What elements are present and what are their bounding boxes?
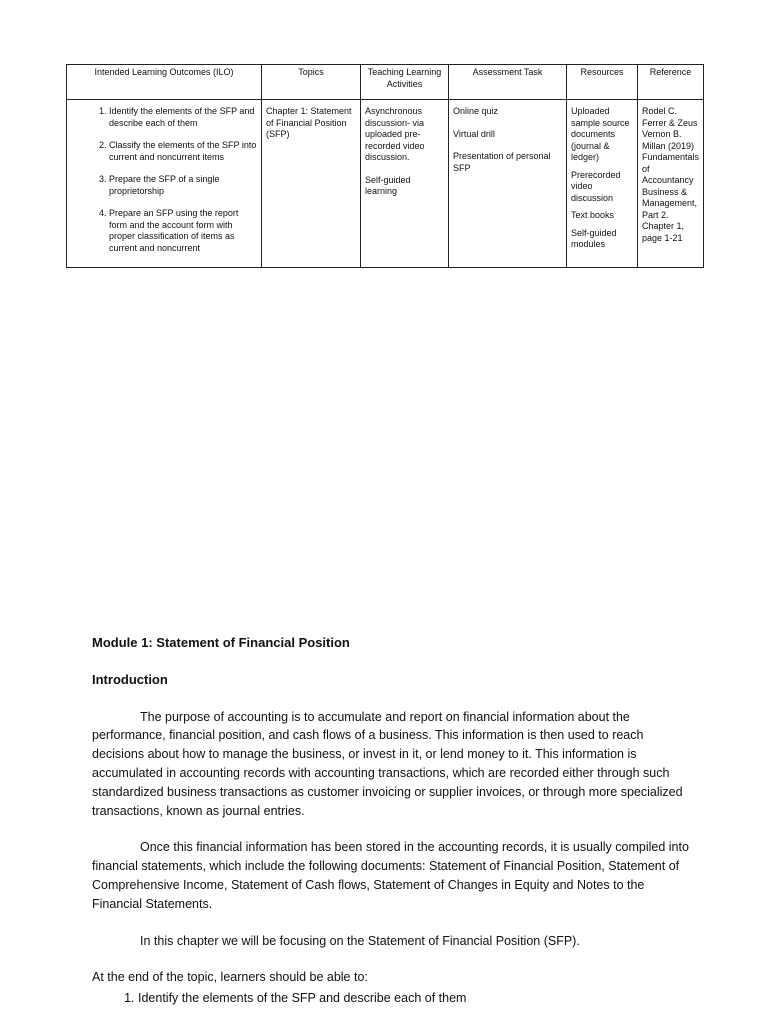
focus-paragraph: In this chapter we will be focusing on the Statement of Financial Position (SFP). xyxy=(140,933,580,948)
table-row xyxy=(67,100,704,268)
header-assessment: Assessment Task xyxy=(449,65,567,100)
ilo-item: 1. Identify the elements of the SFP and describe each of them xyxy=(109,106,257,129)
activities-cell xyxy=(361,100,449,268)
header-ilo: Intended Learning Outcomes (ILO) xyxy=(67,65,262,100)
outcomes-list xyxy=(92,989,692,1008)
assessment-cell xyxy=(449,100,567,268)
header-topics: Topics xyxy=(262,65,361,100)
resource-item: Prerecorded video discussion xyxy=(571,169,621,203)
module-title: Module 1: Statement of Financial Position xyxy=(92,635,350,650)
statements-paragraph: Once this financial information has been stored in the accounting records, it is usually compiled into financial statements, which include the following documents: Statement of Financial Position, Statement of Comprehensive Income, Statement of Cash flows, Statement of Changes in Equity and Notes to the Financial Statements. xyxy=(92,840,689,911)
syllabus-table xyxy=(66,64,704,268)
resource-item: Self-guided modules xyxy=(571,227,617,249)
resource-item: Uploaded sample source documents (journal & ledger) xyxy=(571,106,630,162)
module-body xyxy=(92,634,692,1008)
intro-heading: Introduction xyxy=(92,671,168,687)
assessment-item: Virtual drill xyxy=(453,128,495,139)
header-reference: Reference xyxy=(638,65,704,100)
table-header-row xyxy=(67,65,704,100)
reference-cell: Rodel C. Ferrer & Zeus Vernon B. Millan (2019) Fundamentals of Accountancy Business & Management, Part 2. Chapter 1, page 1-21 xyxy=(638,100,704,268)
resource-item: Text books xyxy=(571,210,615,220)
outcome-item: 1. Identify the elements of the SFP and describe each of them xyxy=(138,989,692,1008)
ilo-item: 2. Classify the elements of the SFP into current and noncurrent items xyxy=(109,140,257,163)
header-activities: Teaching Learning Activities xyxy=(361,65,449,100)
activity-item: Self-guided learning xyxy=(365,174,411,196)
resources-cell xyxy=(567,100,638,268)
ilo-cell xyxy=(67,100,262,268)
assessment-item: Presentation of personal SFP xyxy=(453,151,551,173)
header-resources: Resources xyxy=(567,65,638,100)
activity-item: Asynchronous discussion- via uploaded pre-recorded video discussion. xyxy=(365,106,425,162)
assessment-item: Online quiz xyxy=(453,106,499,116)
ilo-item: 4. Prepare an SFP using the report form and the account form with proper classification of items as current and noncurrent xyxy=(109,208,257,254)
ilo-item: 3. Prepare the SFP of a single proprietorship xyxy=(109,174,257,197)
ilo-list xyxy=(71,106,257,254)
topics-cell: Chapter 1: Statement of Financial Position (SFP) xyxy=(262,100,361,268)
intro-paragraph: The purpose of accounting is to accumulate and report on financial information about the performance, financial position, and cash flows of a business. This information is then used to reach decisions about how to manage the business, or invest in it, or lend money to it. This information is accumulated in accounting records with accounting transactions, which are recorded either through such standardized business transactions as customer invoicing or supplier invoices, or through more specialized transactions, known as journal entries. xyxy=(92,709,683,818)
outcomes-lead: At the end of the topic, learners should be able to: xyxy=(92,970,368,985)
